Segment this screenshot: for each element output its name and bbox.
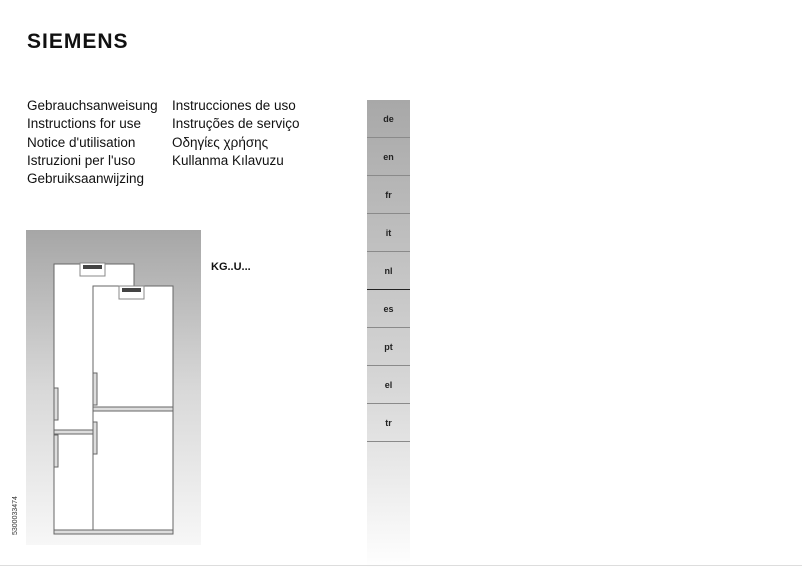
model-number: KG..U...: [211, 261, 251, 273]
tab-en[interactable]: en: [367, 138, 410, 176]
title-de: Gebrauchsanweisung: [27, 98, 158, 113]
tab-de[interactable]: de: [367, 100, 410, 138]
document-number: 5300033474: [12, 496, 19, 535]
tab-it[interactable]: it: [367, 214, 410, 252]
tab-nl[interactable]: nl: [367, 252, 410, 290]
page-divider: [0, 565, 802, 566]
tab-es[interactable]: es: [367, 290, 410, 328]
title-es: Instrucciones de uso: [172, 98, 296, 113]
siemens-logo: SIEMENS: [27, 30, 129, 53]
fridge-illustration: [26, 230, 201, 545]
tab-pt[interactable]: pt: [367, 328, 410, 366]
title-tr: Kullanma Kılavuzu: [172, 152, 284, 168]
language-tabs: [367, 100, 410, 569]
title-en: Instructions for use: [27, 116, 142, 132]
title-fr: Notice d'utilisation: [27, 134, 136, 150]
title-list-right: [172, 97, 300, 170]
title-el: Οδηγίες χρήσης: [172, 134, 269, 150]
title-list-left: [27, 97, 158, 188]
title-pt: Instruções de serviço: [172, 116, 300, 132]
title-it: Istruzioni per l'uso: [27, 152, 136, 168]
tab-fr[interactable]: fr: [367, 176, 410, 214]
tab-el[interactable]: el: [367, 366, 410, 404]
tab-tr[interactable]: tr: [367, 404, 410, 442]
title-nl: Gebruiksaanwijzing: [27, 171, 145, 187]
